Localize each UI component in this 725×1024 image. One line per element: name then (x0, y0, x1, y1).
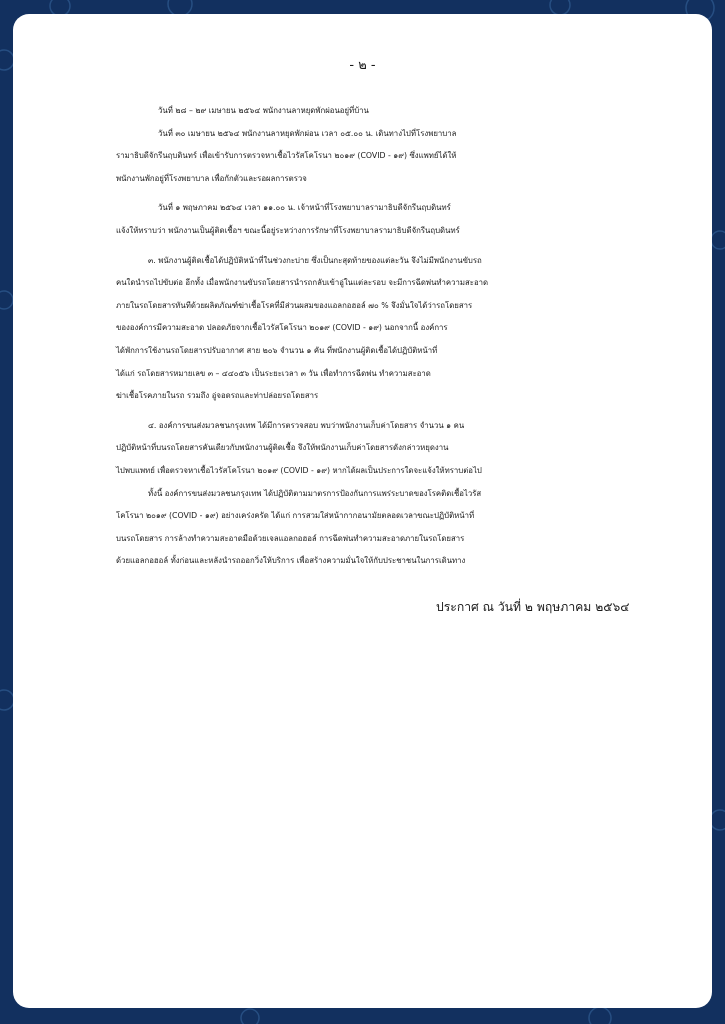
paragraph-line: ภายในรถโดยสารทันทีด้วยผลิตภัณฑ์ฆ่าเชื้อโรคที่มีส่วนผสมของแอลกอฮอล์ ๗๐ % จึงมั่นใจได้ว่ารถโดยสาร (116, 300, 473, 310)
paragraph-line: คนใดนำรถไปขับต่อ อีกทั้ง เมื่อพนักงานขับรถโดยสารนำรถกลับเข้าอู่ในแต่ละรอบ จะมีการฉีดพ่นทำความสะอาด (116, 278, 489, 288)
paragraph-line: ได้แก่ รถโดยสารหมายเลข ๓ – ๔๔๐๕๖ เป็นระยะเวลา ๓ วัน เพื่อทำการฉีดพ่น ทำความสะอาด (116, 368, 431, 378)
paragraph-line: วันที่ ๑ พฤษภาคม ๒๕๖๔ เวลา ๑๑.๐๐ น. เจ้าหน้าที่โรงพยาบาลรามาธิบดีจักรีนฤบดินทร์ (158, 203, 451, 213)
paragraph-line: พนักงานพักอยู่ที่โรงพยาบาล เพื่อกักตัวและรอผลการตรวจ (116, 173, 307, 183)
paragraph-line: โคโรนา ๒๐๑๙ (COVID - ๑๙) อย่างเคร่งครัด ได้แก่ การสวมใส่หน้ากากอนามัยตลอดเวลาขณะปฏิบัติหน้าที่ (116, 511, 475, 521)
paragraph-line: ฆ่าเชื้อโรคภายในรถ รวมถึง อู่จอดรถและท่าปล่อยรถโดยสาร (116, 391, 319, 401)
paragraph-line: ทั้งนี้ องค์การขนส่งมวลชนกรุงเทพ ได้ปฏิบัติตามมาตรการป้องกันการแพร่ระบาดของโรคติดเชื้อไวรัส (148, 488, 482, 498)
paragraph-line: ๓. พนักงานผู้ติดเชื้อได้ปฏิบัติหน้าที่ในช่วงกะบ่าย ซึ่งเป็นกะสุดท้ายของแต่ละวัน จึงไม่มีพนักงานขับรถ (148, 255, 482, 265)
paragraph-line: วันที่ ๒๘ – ๒๙ เมษายน ๒๕๖๔ พนักงานลาหยุดพักผ่อนอยู่ที่บ้าน (158, 106, 369, 115)
document-page (13, 14, 712, 1008)
announcement-date: ประกาศ ณ วันที่ ๒ พฤษภาคม ๒๕๖๔ (436, 600, 630, 614)
paragraph-line: ด้วยแอลกอฮอล์ ทั้งก่อนและหลังนำรถออกวิ่งให้บริการ เพื่อสร้างความมั่นใจให้กับประชาชนในการเดินทาง (116, 556, 466, 566)
paragraph-line: รามาธิบดีจักรีนฤบดินทร์ เพื่อเข้ารับการตรวจหาเชื้อไวรัสโคโรนา ๒๐๑๙ (COVID - ๑๙) ซึ่งแพทย์ได้ให้ (116, 151, 457, 161)
paragraph-line: ๔. องค์การขนส่งมวลชนกรุงเทพ ได้มีการตรวจสอบ พบว่าพนักงานเก็บค่าโดยสาร จำนวน ๑ คน (148, 420, 465, 430)
document-body (13, 100, 712, 573)
page-number: - ๒ - (349, 58, 376, 73)
paragraph-line: ปฏิบัติหน้าที่บนรถโดยสารคันเดียวกับพนักงานผู้ติดเชื้อ จึงให้พนักงานเก็บค่าโดยสารดังกล่าวหยุดงาน (116, 443, 449, 453)
paragraph-line: แจ้งให้ทราบว่า พนักงานเป็นผู้ติดเชื้อฯ ขณะนี้อยู่ระหว่างการรักษาที่โรงพยาบาลรามาธิบดีจักรีนฤบดินทร์ (116, 225, 460, 235)
paragraph-line: ไปพบแพทย์ เพื่อตรวจหาเชื้อไวรัสโคโรนา ๒๐๑๙ (COVID - ๑๙) หากได้ผลเป็นประการใดจะแจ้งให้ทราบต่อไป (116, 465, 482, 475)
paragraph-line: ขององค์การมีความสะอาด ปลอดภัยจากเชื้อไวรัสโคโรนา ๒๐๑๙ (COVID - ๑๙) นอกจากนี้ องค์การ (116, 323, 448, 333)
paragraph-line: ได้พักการใช้งานรถโดยสารปรับอากาศ สาย ๒๐๖ จำนวน ๑ คัน ที่พนักงานผู้ติดเชื้อได้ปฏิบัติหน้าที่ (116, 345, 438, 355)
paragraph-line: บนรถโดยสาร การล้างทำความสะอาดมือด้วยเจลแอลกอฮอล์ การฉีดพ่นทำความสะอาดภายในรถโดยสาร (116, 533, 465, 543)
paragraph-line: วันที่ ๓๐ เมษายน ๒๕๖๔ พนักงานลาหยุดพักผ่อน เวลา ๐๕.๐๐ น. เดินทางไปที่โรงพยาบาล (158, 128, 457, 138)
